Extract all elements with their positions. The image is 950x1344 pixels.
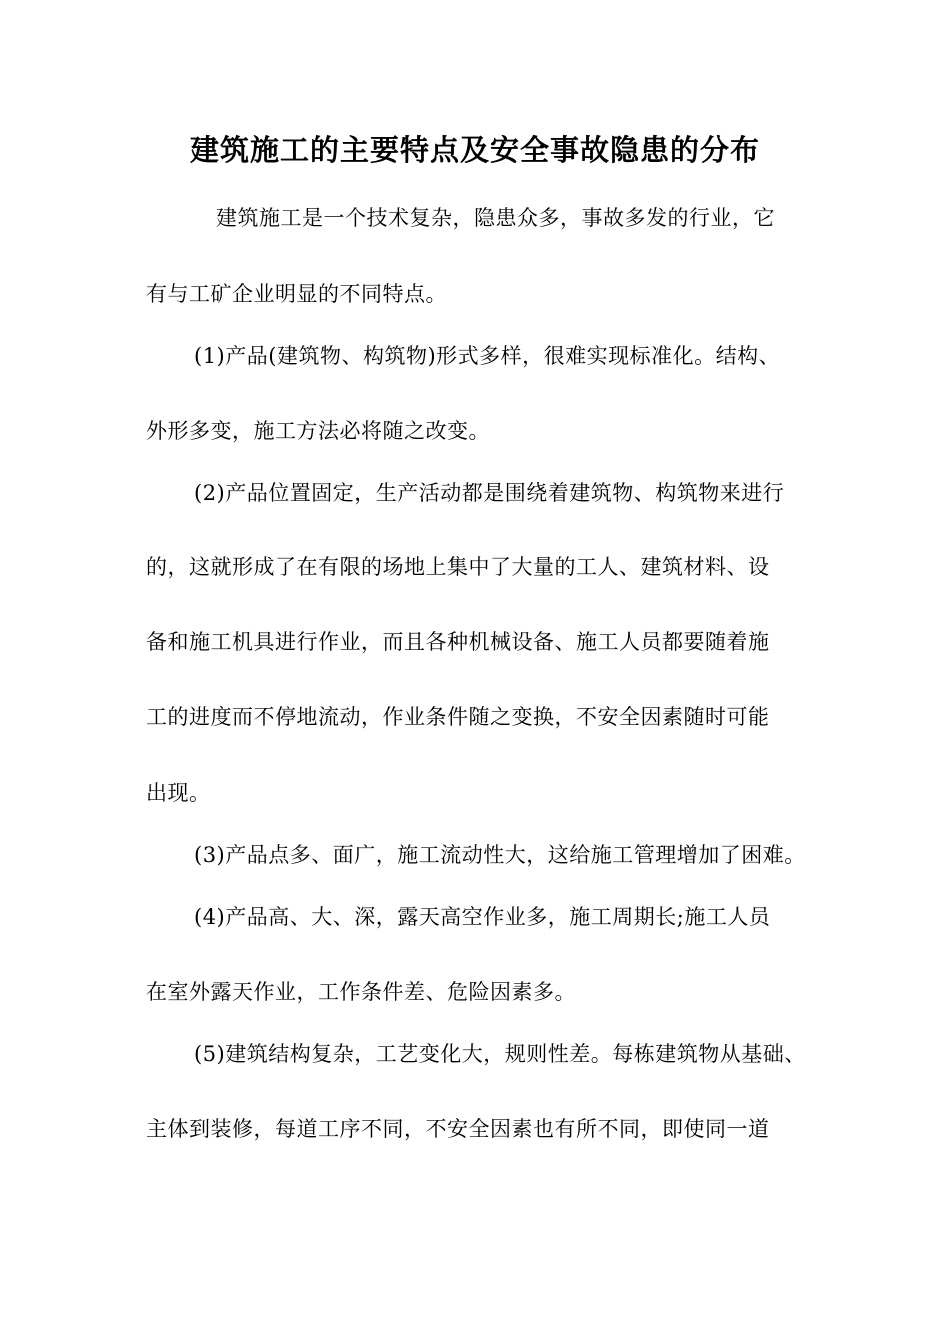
paragraph-line: 有与工矿企业明显的不同特点。 — [146, 282, 447, 306]
paragraph-line: 备和施工机具进行作业，而且各种机械设备、施工人员都要随着施 — [146, 630, 770, 654]
paragraph-line: (4)产品高、大、深，露天高空作业多，施工周期长;施工人员 — [194, 905, 771, 929]
paragraph-line: 出现。 — [146, 781, 211, 805]
paragraph-line: 在室外露天作业，工作条件差、危险因素多。 — [146, 980, 576, 1004]
paragraph-line: (3)产品点多、面广，施工流动性大，这给施工管理增加了困难。 — [194, 843, 806, 867]
paragraph-line: (1)产品(建筑物、构筑物)形式多样，很难实现标准化。结构、 — [194, 344, 781, 368]
paragraph-line: 外形多变，施工方法必将随之改变。 — [146, 419, 490, 443]
paragraph-line: 主体到装修，每道工序不同，不安全因素也有所不同，即使同一道 — [146, 1117, 770, 1141]
paragraph-line: 的，这就形成了在有限的场地上集中了大量的工人、建筑材料、设 — [146, 555, 770, 579]
paragraph-line: (2)产品位置固定，生产活动都是围绕着建筑物、构筑物来进行 — [194, 481, 785, 505]
paragraph-line: (5)建筑结构复杂，工艺变化大，规则性差。每栋建筑物从基础、 — [194, 1042, 806, 1066]
paragraph-line: 工的进度而不停地流动，作业条件随之变换，不安全因素随时可能 — [146, 705, 770, 729]
paragraph-line: 建筑施工是一个技术复杂，隐患众多，事故多发的行业，它 — [216, 206, 775, 230]
document-title: 建筑施工的主要特点及安全事故隐患的分布 — [189, 133, 760, 167]
